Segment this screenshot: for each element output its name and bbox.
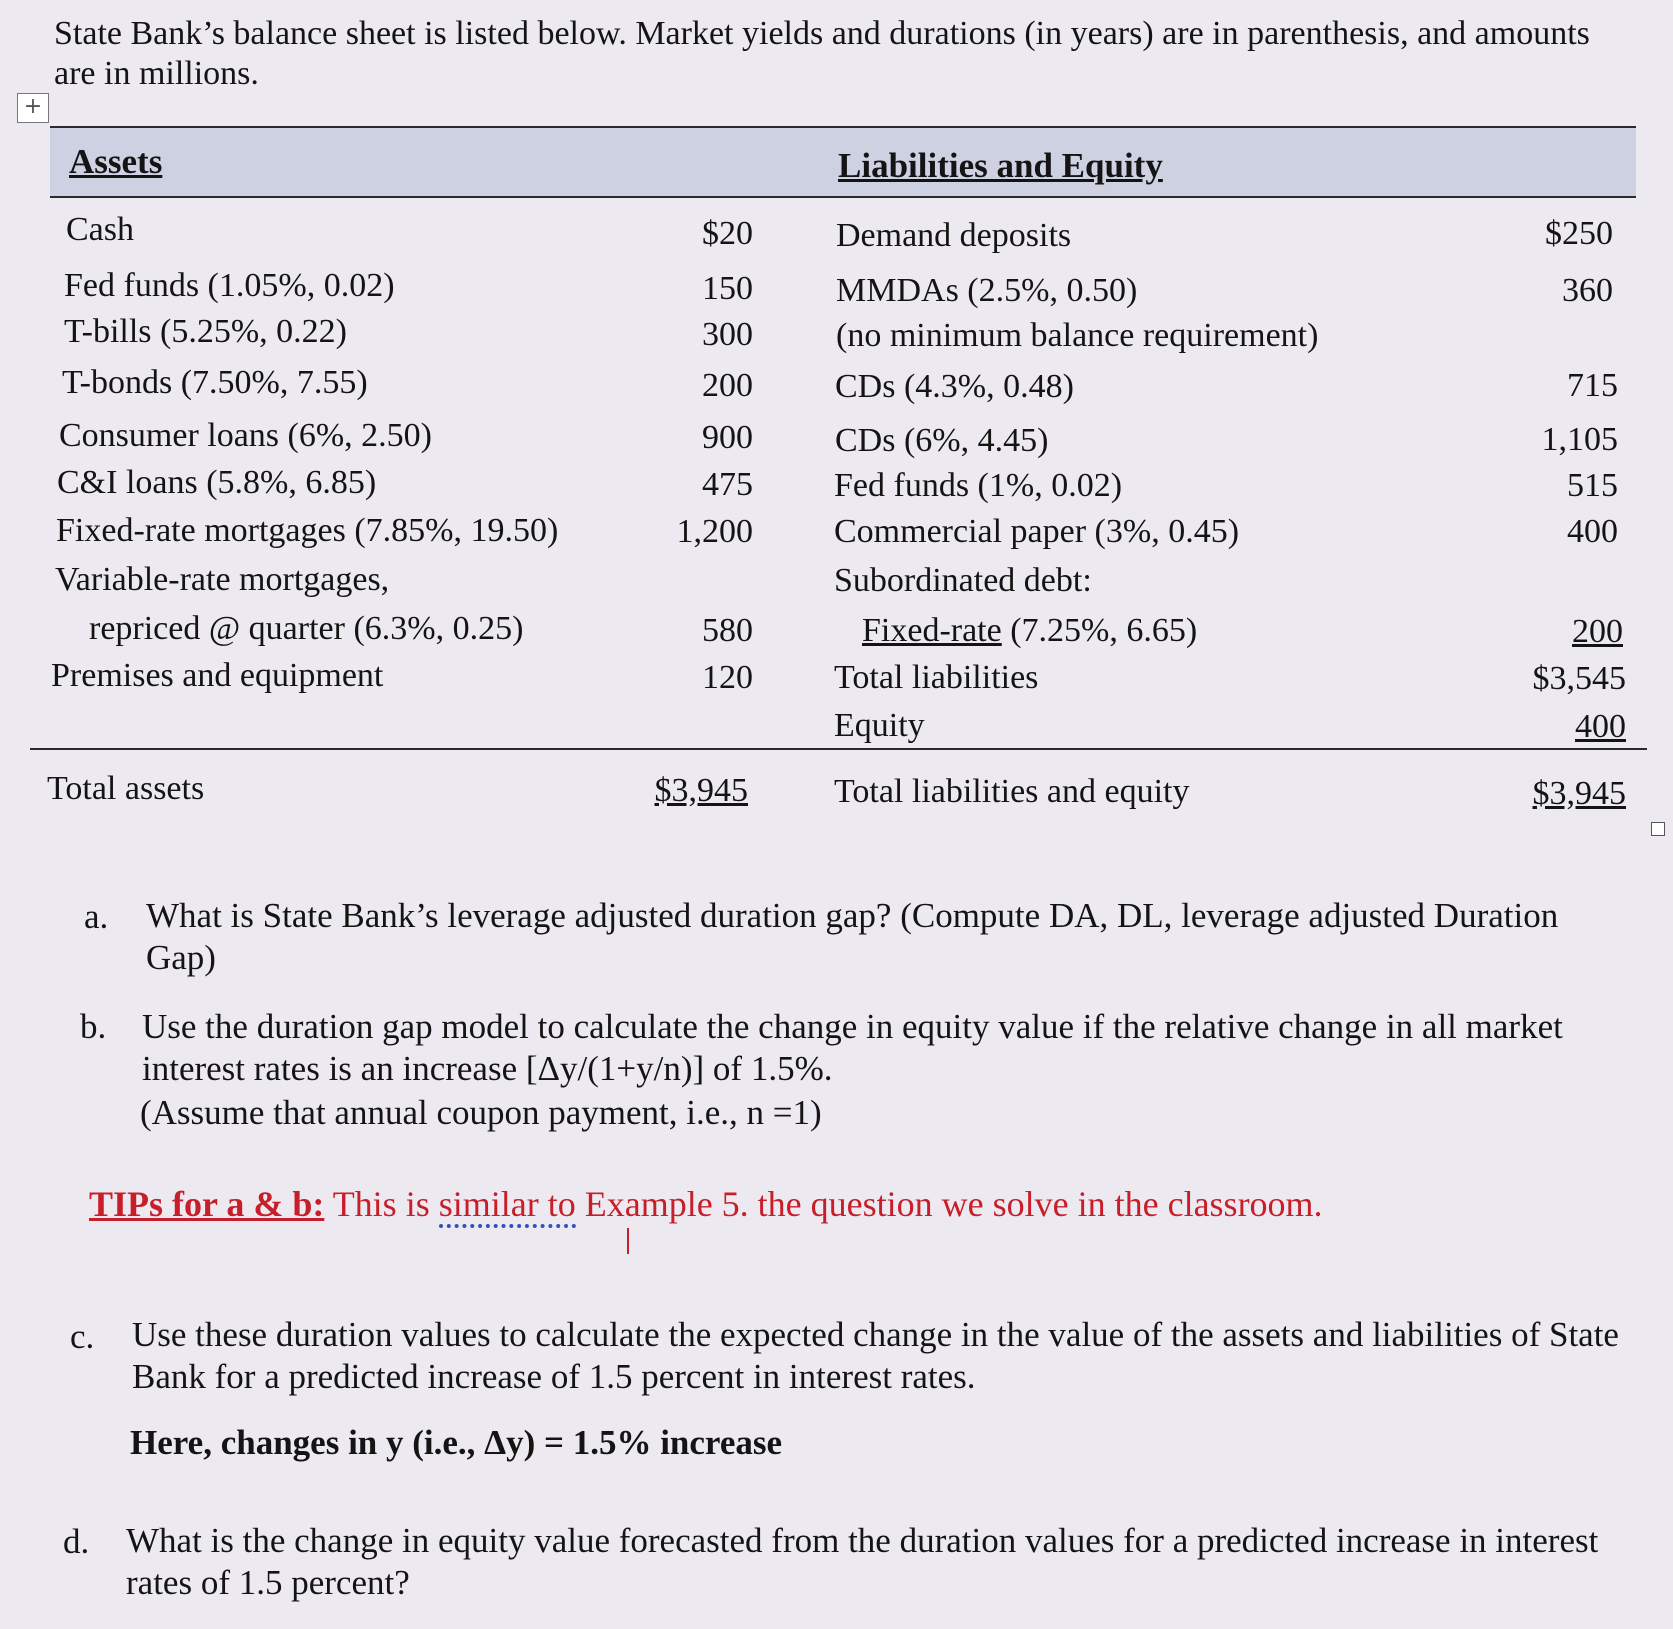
question-a-text: What is State Bank’s leverage adjusted duration gap? (Compute DA, DL, leverage adjusted Duration Gap) xyxy=(146,896,1559,977)
liability-value: 515 xyxy=(1567,467,1618,504)
liability-label: CDs (6%, 4.45) xyxy=(835,422,1049,459)
asset-value: 900 xyxy=(702,419,753,456)
question-b-label: b. xyxy=(80,1007,107,1046)
liability-label: Fed funds (1%, 0.02) xyxy=(834,467,1123,504)
asset-value: 300 xyxy=(702,316,753,353)
tips-dotted: similar to xyxy=(439,1184,576,1228)
asset-label: Premises and equipment xyxy=(51,657,384,694)
checkbox-icon[interactable] xyxy=(1651,822,1665,836)
asset-label: T-bills (5.25%, 0.22) xyxy=(64,313,348,350)
question-c-label: c. xyxy=(70,1317,95,1356)
tips-pre: This is xyxy=(324,1184,439,1224)
asset-value: 1,200 xyxy=(676,513,753,550)
fixed-rate-rest: (7.25%, 6.65) xyxy=(1001,612,1198,649)
asset-label: Variable-rate mortgages, xyxy=(55,561,390,598)
fixed-rate-underlined: Fixed-rate xyxy=(862,612,1002,649)
total-le-label: Total liabilities and equity xyxy=(834,773,1190,810)
asset-value: 150 xyxy=(702,270,753,307)
question-a-label: a. xyxy=(84,897,109,936)
asset-label: T-bonds (7.50%, 7.55) xyxy=(62,364,368,401)
liability-value: 200 xyxy=(1572,613,1623,650)
liability-label-fixed-rate xyxy=(862,612,1197,650)
question-d-text: What is the change in equity value forecasted from the duration values for a predicted increase in interest rates of 1.5 percent? xyxy=(126,1521,1599,1602)
asset-value: 580 xyxy=(702,612,753,649)
total-le-value: $3,945 xyxy=(1532,775,1626,812)
liability-value: 715 xyxy=(1567,367,1618,404)
question-c-emphasis: Here, changes in y (i.e., Δy) = 1.5% increase xyxy=(130,1423,783,1462)
liability-value: $3,545 xyxy=(1532,660,1626,697)
asset-value: 120 xyxy=(702,659,753,696)
liability-label: Subordinated debt: xyxy=(834,562,1092,599)
liability-value: 1,105 xyxy=(1541,421,1618,458)
liability-label: Commercial paper (3%, 0.45) xyxy=(834,513,1240,550)
liability-label: Total liabilities xyxy=(834,659,1039,696)
total-assets-label: Total assets xyxy=(47,770,205,807)
liability-label: MMDAs (2.5%, 0.50) xyxy=(836,272,1138,309)
question-b-text: Use the duration gap model to calculate the change in equity value if the relative change in all market interest rates is an increase [Δy/(1+y/n)] of 1.5%. xyxy=(142,1007,1563,1088)
asset-value: $20 xyxy=(702,215,753,252)
asset-label: Cash xyxy=(66,211,134,248)
asset-label: Consumer loans (6%, 2.50) xyxy=(59,417,433,454)
liability-label: (no minimum balance requirement) xyxy=(836,317,1319,354)
liability-value: $250 xyxy=(1545,215,1613,252)
question-c-text: Use these duration values to calculate the expected change in the value of the assets and liabilities of State Bank for a predicted increase of 1.5 percent in interest rates. xyxy=(132,1315,1619,1396)
text-cursor xyxy=(627,1228,629,1254)
asset-value: 200 xyxy=(702,367,753,404)
liability-value: 360 xyxy=(1562,272,1613,309)
asset-label: repriced @ quarter (6.3%, 0.25) xyxy=(89,610,524,647)
liability-label: Equity xyxy=(834,707,925,744)
asset-label: C&I loans (5.8%, 6.85) xyxy=(57,464,377,501)
asset-label: Fixed-rate mortgages (7.85%, 19.50) xyxy=(56,512,559,549)
tips-line xyxy=(89,1183,1323,1225)
asset-label: Fed funds (1.05%, 0.02) xyxy=(64,267,395,304)
tips-post: Example 5. the question we solve in the classroom. xyxy=(575,1184,1323,1224)
assets-header: Assets xyxy=(69,142,163,181)
asset-value: 475 xyxy=(702,466,753,503)
question-b-assumption: (Assume that annual coupon payment, i.e., n =1) xyxy=(140,1093,822,1132)
intro-text: State Bank’s balance sheet is listed below. Market yields and durations (in years) are in parenthesis, and amounts are in millions. xyxy=(54,15,1590,92)
expand-table-icon[interactable]: + xyxy=(17,93,49,123)
liabilities-header: Liabilities and Equity xyxy=(838,146,1163,185)
liability-value: 400 xyxy=(1575,708,1626,745)
liability-label: CDs (4.3%, 0.48) xyxy=(835,368,1074,405)
totals-rule xyxy=(30,748,1647,750)
liability-value: 400 xyxy=(1567,513,1618,550)
liability-label: Demand deposits xyxy=(836,217,1072,254)
total-assets-value: $3,945 xyxy=(654,772,748,809)
question-d-label: d. xyxy=(63,1522,90,1561)
tips-label: TIPs for a & b: xyxy=(89,1184,325,1224)
